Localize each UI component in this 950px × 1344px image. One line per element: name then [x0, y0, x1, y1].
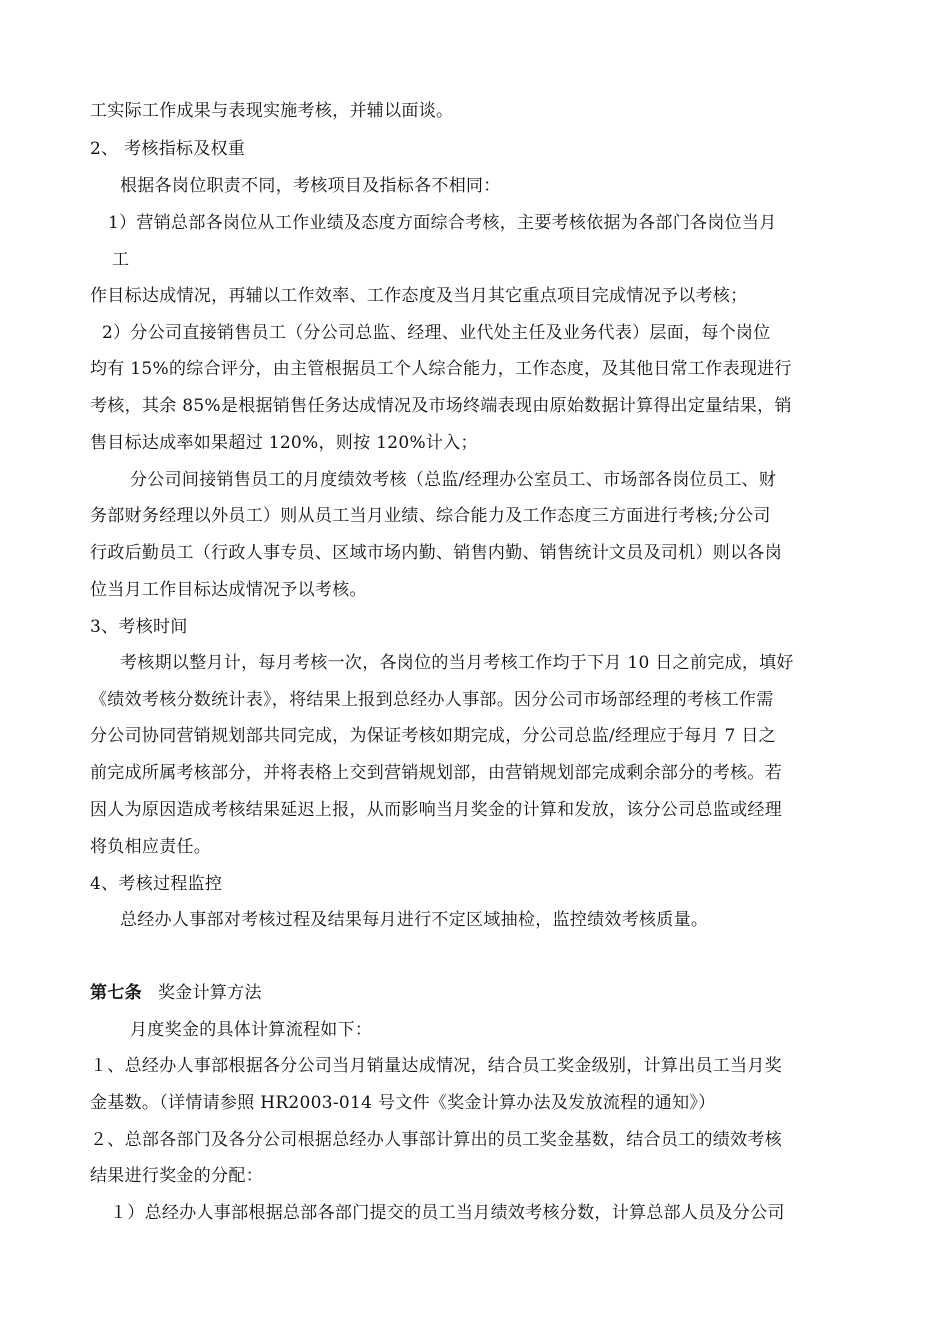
text-line: 总经办人事部对考核过程及结果每月进行不定区域抽检，监控绩效考核质量。: [120, 910, 709, 930]
text-line: 2）分公司直接销售员工（分公司总监、经理、业代处主任及业务代表）层面，每个岗位: [102, 323, 771, 343]
text-line: 考核期以整月计，每月考核一次，各岗位的当月考核工作均于下月 10 日之前完成，填好: [120, 653, 794, 673]
section-heading-2: 2、 考核指标及权重: [90, 139, 246, 159]
text-line: 结果进行奖金的分配：: [90, 1166, 263, 1186]
text-line: ２、总部各部门及各分公司根据总经办人事部计算出的员工奖金基数，结合员工的绩效考核: [90, 1130, 782, 1150]
text-line: 工: [112, 250, 130, 270]
text-line: 金基数。（详情请参照 HR2003-014 号文件《奖金计算办法及发放流程的通知》）: [90, 1093, 716, 1113]
text-line: 考核，其余 85%是根据销售任务达成情况及市场终端表现由原始数据计算得出定量结果，销: [90, 396, 792, 416]
text-line: 行政后勤员工（行政人事专员、区域市场内勤、销售内勤、销售统计文员及司机）则以各岗: [90, 543, 782, 563]
text-line: １、总经办人事部根据各分公司当月销量达成情况，结合员工奖金级别，计算出员工当月奖: [90, 1056, 782, 1076]
text-line: 因人为原因造成考核结果延迟上报，从而影响当月奖金的计算和发放，该分公司总监或经理: [90, 800, 782, 820]
text-line: 均有 15%的综合评分，由主管根据员工个人综合能力，工作态度，及其他日常工作表现进行: [90, 359, 792, 379]
section-heading-3: 3、考核时间: [90, 617, 188, 637]
text-line: 月度奖金的具体计算流程如下：: [130, 1020, 373, 1040]
article-number: 第七条: [90, 983, 142, 1003]
text-line: 作目标达成情况，再辅以工作效率、工作态度及当月其它重点项目完成情况予以考核；: [90, 286, 748, 306]
text-line: 售目标达成率如果超过 120%，则按 120%计入；: [90, 433, 478, 453]
text-line: 工实际工作成果与表现实施考核，并辅以面谈。: [90, 101, 454, 121]
text-line: 根据各岗位职责不同，考核项目及指标各不相同：: [120, 176, 501, 196]
text-line: 《绩效考核分数统计表》，将结果上报到总经办人事部。因分公司市场部经理的考核工作需: [90, 690, 774, 710]
text-line: 将负相应责任。: [90, 837, 212, 857]
text-line: 位当月工作目标达成情况予以考核。: [90, 580, 367, 600]
section-heading-4: 4、考核过程监控: [90, 874, 223, 894]
text-line: 分公司协同营销规划部共同完成，为保证考核如期完成，分公司总监/经理应于每月 7 日之: [90, 726, 776, 746]
text-line: 1）营销总部各岗位从工作业绩及态度方面综合考核，主要考核依据为各部门各岗位当月: [108, 213, 777, 233]
article-title: 奖金计算方法: [158, 983, 262, 1003]
text-line: 前完成所属考核部分，并将表格上交到营销规划部，由营销规划部完成剩余部分的考核。若: [90, 763, 782, 783]
text-line: 分公司间接销售员工的月度绩效考核（总监/经理办公室员工、市场部各岗位员工、财: [130, 470, 777, 490]
text-line: １）总经办人事部根据总部各部门提交的员工当月绩效考核分数，计算总部人员及分公司: [110, 1203, 785, 1223]
text-line: 务部财务经理以外员工）则从员工当月业绩、综合能力及工作态度三方面进行考核;分公司: [90, 506, 771, 526]
